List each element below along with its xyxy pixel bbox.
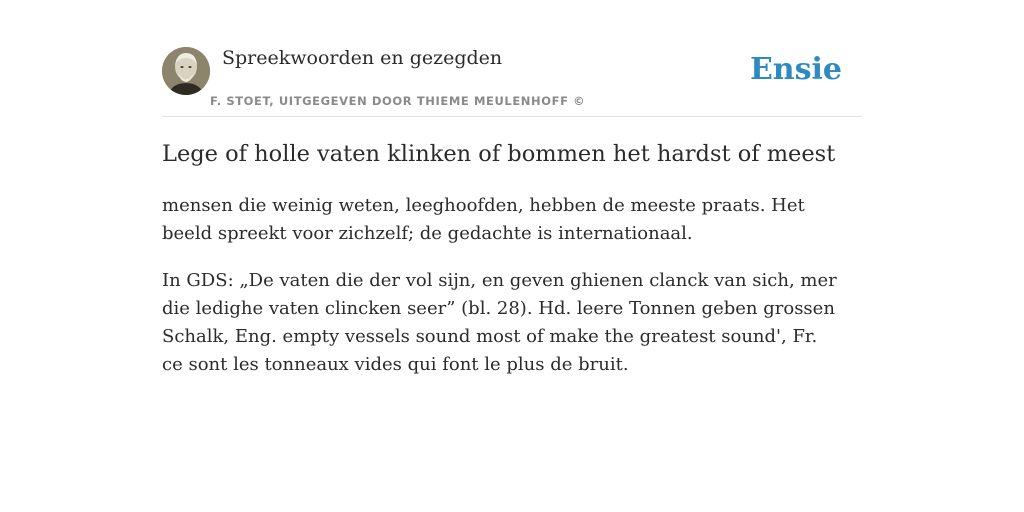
entry-header	[162, 46, 862, 117]
definition-paragraph: In GDS: „De vaten die der vol sijn, en geven ghienen clanck van sich, mer die ledighe vaten clincken seer” (bl. 28). Hd. leere Tonnen geben grossen Schalk, Eng. empty vessels sound most of make the greatest sound', Fr. ce sont les tonneaux vides qui font le plus de bruit.	[162, 270, 837, 375]
entry-title: Lege of holle vaten klinken of bommen het hardst of meest	[162, 141, 836, 167]
author-portrait-icon	[162, 47, 210, 95]
source-credit: F. STOET, UITGEGEVEN DOOR THIEME MEULENHOFF ©	[210, 94, 586, 108]
definition-paragraph: mensen die weinig weten, leeghoofden, hebben de meeste praats. Het beeld spreekt voor zichzelf; de gedachte is internationaal.	[162, 195, 805, 244]
ensie-logo[interactable]: Ensie	[749, 52, 842, 87]
author-avatar[interactable]	[162, 47, 210, 95]
source-title[interactable]: Spreekwoorden en gezegden	[222, 47, 503, 69]
